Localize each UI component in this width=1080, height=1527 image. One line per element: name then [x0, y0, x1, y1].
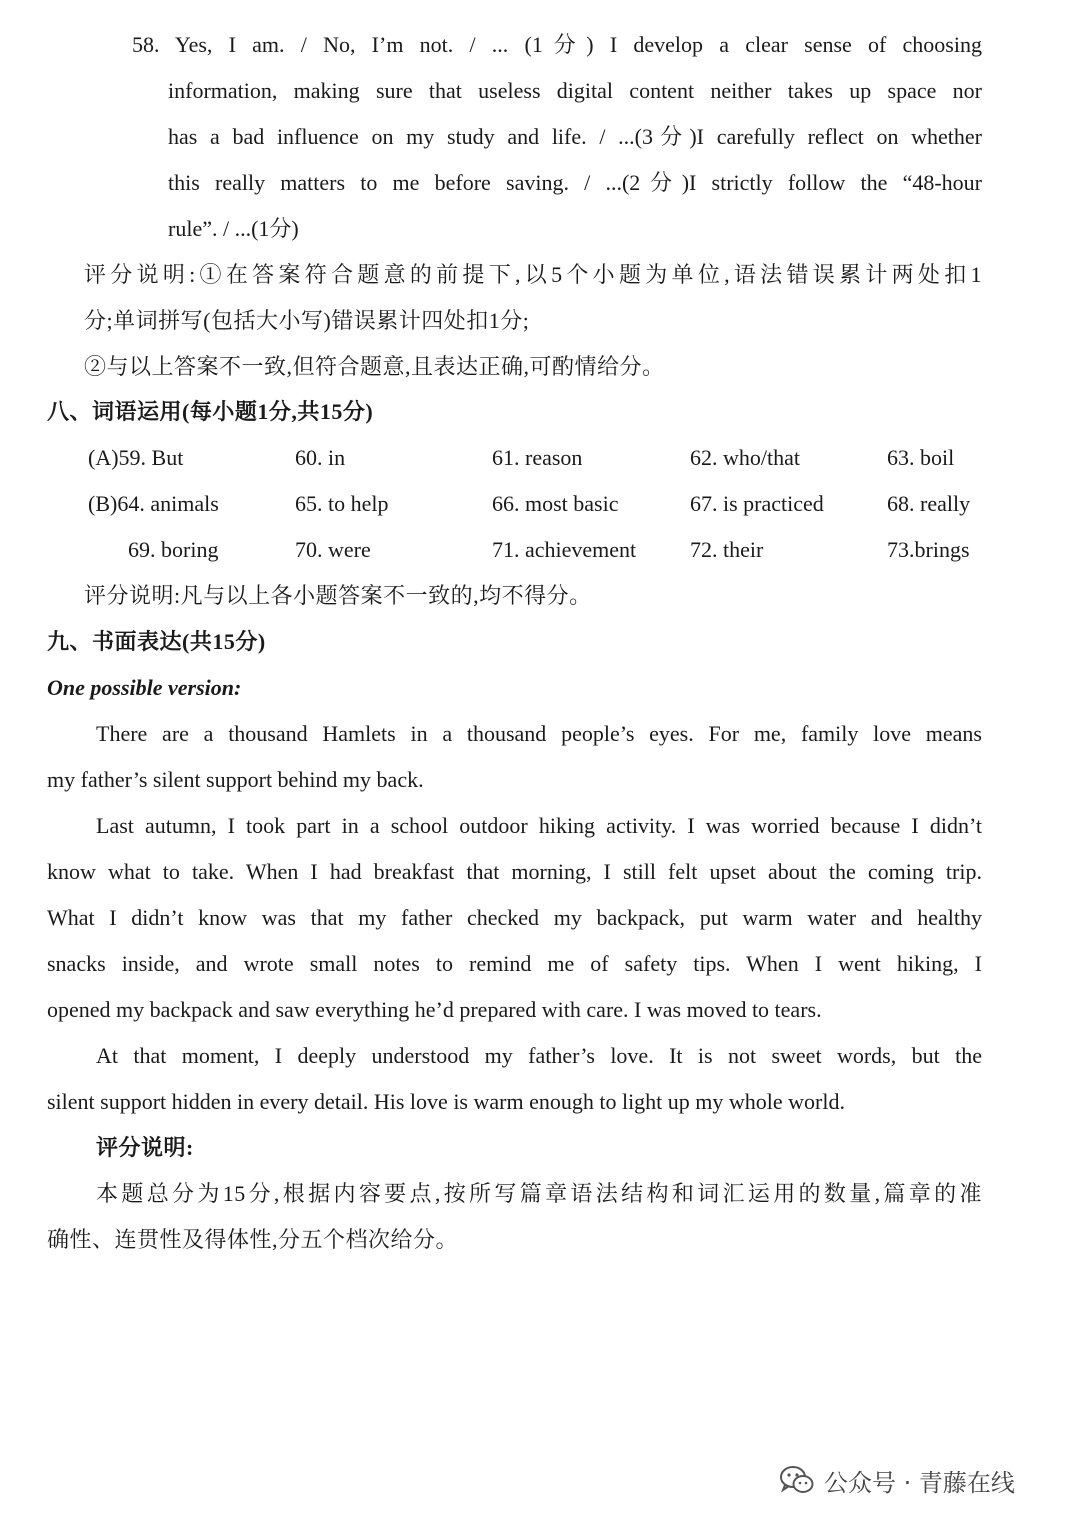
q58-line-2: information, making sure that useless digital content neither takes up space nor — [168, 78, 982, 103]
answer-60: 60. in — [295, 445, 346, 470]
q58-line-1: 58. Yes, I am. / No, I’m not. / ... (1分) I develop a clear sense of choosing — [132, 32, 982, 57]
section-8-heading: 八、词语运用(每小题1分,共15分) — [47, 399, 374, 424]
answer-65: 65. to help — [295, 491, 389, 516]
essay-p2-line-5: opened my backpack and saw everything he’d prepared with care. I was moved to tears. — [47, 997, 822, 1022]
answer-59: (A)59. But — [88, 445, 184, 470]
watermark — [780, 1462, 1015, 1498]
essay-p1-line-1: There are a thousand Hamlets in a thousand people’s eyes. For me, family love means — [96, 721, 982, 746]
section-9-heading: 九、书面表达(共15分) — [47, 629, 266, 654]
section-9-scoring-line-2: 确性、连贯性及得体性,分五个档次给分。 — [47, 1227, 459, 1252]
answer-66: 66. most basic — [492, 491, 619, 516]
answer-68: 68. really — [887, 491, 971, 516]
answer-63: 63. boil — [887, 445, 955, 470]
section-8-scoring-note: 评分说明:凡与以上各小题答案不一致的,均不得分。 — [84, 583, 592, 608]
essay-p2-line-3: What I didn’t know was that my father checked my backpack, put warm water and healthy — [47, 905, 982, 930]
watermark-text: 公众号 · 青藤在线 — [824, 1468, 1015, 1497]
q58-line-3: has a bad influence on my study and life. / ...(3分)I carefully reflect on whether — [168, 124, 982, 149]
q58-line-5: rule”. / ...(1分) — [168, 216, 299, 241]
answer-62: 62. who/that — [690, 445, 800, 470]
answer-61: 61. reason — [492, 445, 583, 470]
answer-70: 70. were — [295, 537, 371, 562]
vocab-row-1 — [0, 443, 1080, 473]
answer-73: 73.brings — [887, 537, 970, 562]
essay-p2-line-4: snacks inside, and wrote small notes to remind me of safety tips. When I went hiking, I — [47, 951, 982, 976]
answer-71: 71. achievement — [492, 537, 637, 562]
section-9-scoring-label: 评分说明: — [96, 1135, 194, 1160]
vocab-row-2 — [0, 489, 1080, 519]
essay-p2-line-2: know what to take. When I had breakfast that morning, I still felt upset about the coming trip. — [47, 859, 982, 884]
answer-64: (B)64. animals — [88, 491, 219, 516]
essay-p3-line-1: At that moment, I deeply understood my father’s love. It is not sweet words, but the — [96, 1043, 982, 1068]
q58-line-4: this really matters to me before saving. / ...(2分)I strictly follow the “48-hour — [168, 170, 982, 195]
scoring-note-line-3: ②与以上答案不一致,但符合题意,且表达正确,可酌情给分。 — [84, 354, 665, 379]
scoring-note-line-2: 分;单词拼写(包括大小写)错误累计四处扣1分; — [84, 308, 530, 333]
answer-69: 69. boring — [128, 537, 219, 562]
scoring-note-line-1: 评分说明:①在答案符合题意的前提下,以5个小题为单位,语法错误累计两处扣1 — [84, 262, 982, 287]
answer-72: 72. their — [690, 537, 764, 562]
answer-67: 67. is practiced — [690, 491, 824, 516]
essay-p2-line-1: Last autumn, I took part in a school outdoor hiking activity. I was worried because I didn’t — [96, 813, 982, 838]
vocab-row-3 — [0, 535, 1080, 565]
wechat-icon — [780, 1465, 814, 1495]
essay-p3-line-2: silent support hidden in every detail. His love is warm enough to light up my whole world. — [47, 1089, 845, 1114]
possible-version-label: One possible version: — [47, 675, 242, 700]
section-9-scoring-line-1: 本题总分为15分,根据内容要点,按所写篇章语法结构和词汇运用的数量,篇章的准 — [96, 1181, 982, 1206]
essay-p1-line-2: my father’s silent support behind my back. — [47, 767, 424, 792]
